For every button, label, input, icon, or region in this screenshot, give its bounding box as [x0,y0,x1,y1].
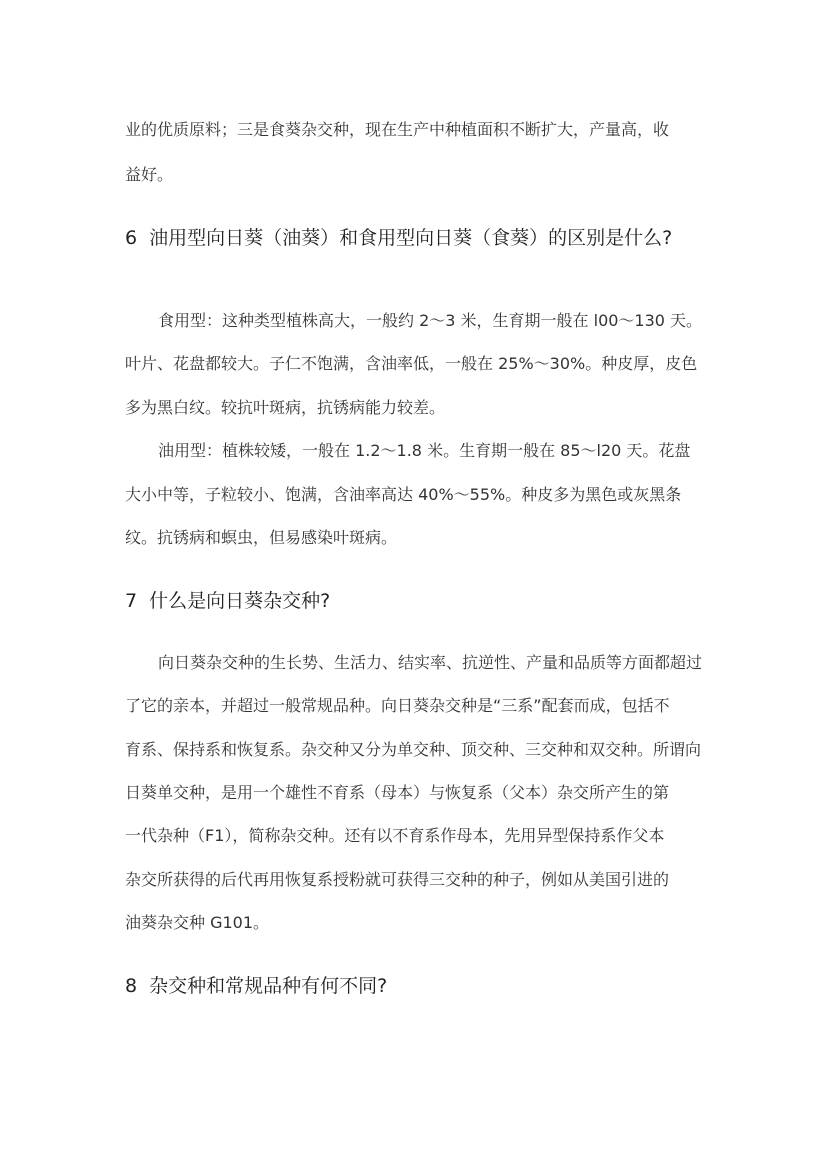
section-7-p1-line-7: 油葵杂交种 G101。 [125,913,270,932]
section-7-number: 7 [125,590,138,612]
section-7-p1-line-3: 育系、保持系和恢复系。杂交种又分为单交种、顶交种、三交种和双交种。所谓向 [125,740,702,759]
section-6-p2-line-3: 纹。抗锈病和螟虫，但易感染叶斑病。 [125,528,398,547]
section-7-p1-line-6: 杂交所获得的后代再用恢复系授粉就可获得三交种的种子，例如从美国引进的 [125,870,670,889]
section-8-number: 8 [125,975,138,997]
section-6-number: 6 [125,227,138,249]
section-6-title: 油用型向日葵（油葵）和食用型向日葵（食葵）的区别是什么? [149,227,673,249]
section-8-title: 杂交种和常规品种有何不同? [149,975,388,997]
section-7-p1-line-5: 一代杂种（F1），简称杂交种。还有以不育系作母本，先用异型保持系作父本 [125,826,665,845]
section-7-p1-line-4: 日葵单交种，是用一个雄性不育系（母本）与恢复系（父本）杂交所产生的第 [125,783,670,802]
section-6-p1-line-1: 食用型：这种类型植株高大，一般约 2～3 米，生育期一般在 l00～130 天。 [158,311,703,330]
section-7-title: 什么是向日葵杂交种? [149,590,331,612]
section-6-p2-line-1: 油用型：植株较矮，一般在 1.2～1.8 米。生育期一般在 85～l20 天。花盘 [158,441,691,460]
section-6-heading [125,226,672,250]
section-7-p1-line-2: 了它的亲本，并超过一般常规品种。向日葵杂交种是“三系”配套而成，包括不 [125,696,670,715]
section-6-p2-line-2: 大小中等，子粒较小、饱满，含油率高达 40%～55%。种皮多为黑色或灰黑条 [125,485,682,504]
section-6-p1-line-3: 多为黑白纹。较抗叶斑病，抗锈病能力较差。 [125,398,446,417]
section-7-heading [125,589,330,613]
intro-line-1: 业的优质原料；三是食葵杂交种，现在生产中种植面积不断扩大，产量高，收 [125,120,670,139]
section-6-p1-line-2: 叶片、花盘都较大。子仁不饱满，含油率低，一般在 25%～30%。种皮厚，皮色 [125,354,698,373]
section-8-heading [125,974,387,998]
section-7-p1-line-1: 向日葵杂交种的生长势、生活力、结实率、抗逆性、产量和品质等方面都超过 [158,653,703,672]
intro-line-2: 益好。 [125,165,174,184]
